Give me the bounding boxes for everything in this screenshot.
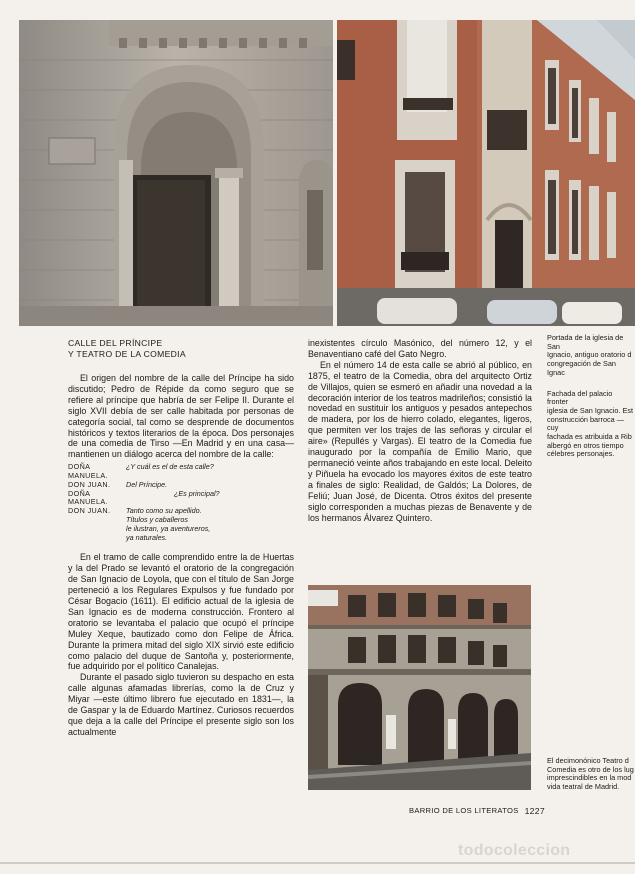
dialogue-line: DON JUAN. Del Príncipe. bbox=[68, 479, 168, 489]
page-footer bbox=[409, 806, 545, 816]
paragraph-continuation: inexistentes círculo Masónico, del número 12, y el Benaventiano café del Gato Negro. bbox=[308, 338, 532, 359]
palace-facade-photo bbox=[337, 20, 635, 326]
dialogue-line: ya naturales. bbox=[126, 532, 168, 542]
caption-theatre-wrapper bbox=[547, 757, 635, 792]
section-title: BARRIO DE LOS LITERATOS bbox=[409, 806, 519, 815]
dialogue-line: DON JUAN. Tanto como su apellido. bbox=[68, 506, 202, 516]
caption-palace: Fachada del palacio fronter iglesia de San Ignacio. Est construcción barroca —cuy fachada es atribuida a Rib albergó en otros tiempo célebres personajes. bbox=[547, 388, 633, 459]
right-captions bbox=[547, 334, 635, 459]
dialogue-quote bbox=[68, 463, 294, 542]
dialogue-line: DOÑA MANUELA. ¿Y cuál es el de esta calle? bbox=[68, 462, 214, 481]
dialogue-line: Títulos y caballeros bbox=[126, 515, 188, 525]
heading-line-2: Y TEATRO DE LA COMEDIA bbox=[68, 349, 186, 359]
paragraph-teatro: En el número 14 de esta calle se abrió al público, en 1875, el teatro de la Comedia, obra del arquitecto Ortiz de Villajos, quien se esmeró en añadir una novedad a la decoración interior de los teatros madrileños; consistió la novedad en sustituir los antiguos y pesados antepechos de madera, por los de hierro colado, elegantes, ligeros, que permiten ver los trajes de las señoras y circular el aire» (Repullés y Vargas). El teatro de la Comedia fue inaugurado por la compañía de Emilio Mario, que permaneció veinte años trabajando en este local. Deleito y Piñuela ha evocado los mayores éxitos de este teatro a finales de siglo: Realidad, de Galdós; La Dolores, de Feliú; Juan José, de Dicenta. Otros éxitos del presente siglo corresponden a muchas piezas de Benavente y de los hermanos Álvarez Quintero. bbox=[308, 359, 532, 523]
page-number: 1227 bbox=[524, 806, 545, 816]
left-text-column bbox=[68, 338, 294, 738]
theatre-comedia-photo bbox=[308, 585, 531, 790]
middle-text-column bbox=[308, 338, 532, 523]
paragraph-origin: El origen del nombre de la calle del Príncipe ha sido discutido; Pedro de Répide da como seguro que se refiere al príncipe que habría de ser Felipe II. Durante el siglo XVII debía de ser calle habitada por personas de categoría social, tal como se desprende de documentos históricos y textos literarios de la época. Dos personajes de una comedia de Tirso —En Madrid y en una casa— mantienen un diálogo acerca del nombre de la calle: bbox=[68, 373, 294, 460]
article-heading bbox=[68, 338, 294, 360]
dialogue-line: le ilustran, ya aventureros, bbox=[126, 523, 211, 533]
dialogue-line: DOÑA MANUELA. ¿Es principal? bbox=[68, 488, 220, 507]
caption-church: Portada de la iglesia de San Ignacio, antiguo oratorio d congregación de San Ignac bbox=[547, 334, 632, 377]
church-portal-photo bbox=[19, 20, 333, 326]
paragraph-oratorio: En el tramo de calle comprendido entre la de Huertas y la del Prado se levantó el oratorio de la congregación de San Ignacio de Loyola, que con el título de San Jorge perteneció a los Regulares Expulsos y fue fundado por César Bogacio (1611). El edificio actual de la iglesia de San Ignacio es de moderna construcción. Frontero al oratorio se levantaba el palacio que ocupó el príncipe Muley Xeque, bautizado como don Felipe de África. Durante la primera mitad del siglo XIX sirvió este edificio como palacio del duque de Santoña y, posteriormente, fue adquirido por el político Canalejas. bbox=[68, 552, 294, 672]
page-edge-divider bbox=[0, 862, 635, 864]
watermark-text: todocoleccion bbox=[458, 842, 571, 859]
caption-theatre: El decimonónico Teatro d Comedia es otro de los lug imprescindibles en la mod vida teatral de Madrid. bbox=[547, 757, 634, 792]
heading-line-1: CALLE DEL PRÍNCIPE bbox=[68, 338, 163, 348]
paragraph-librerias: Durante el pasado siglo tuvieron su despacho en esta calle algunas afamadas librerías, como la de Cruz y Miyar —este último librero fue ejecutado en 1831—, la de Gaspar y la de Eduardo Martínez. Curiosos recuerdos que deja a la calle del Príncipe el presente siglo son los actualmente bbox=[68, 672, 294, 737]
